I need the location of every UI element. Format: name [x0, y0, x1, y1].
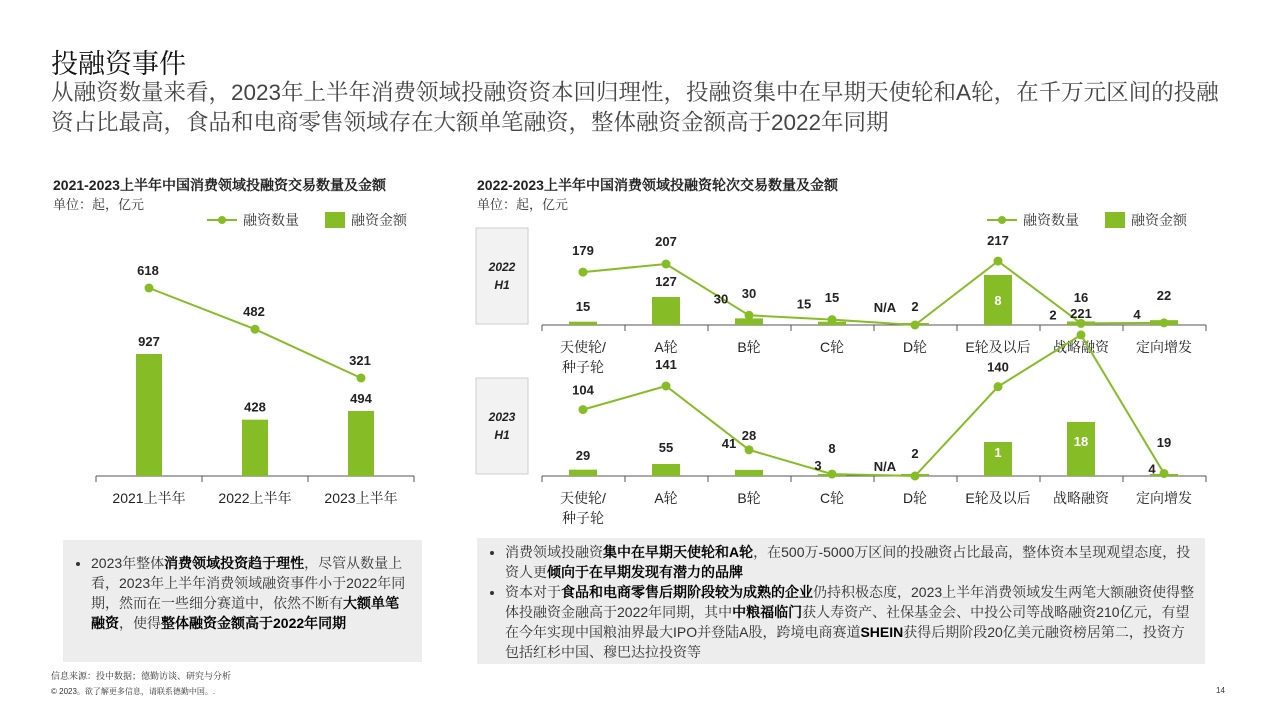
right-chart-title: 2022-2023上半年中国消费领域投融资轮次交易数量及金额 — [477, 177, 838, 193]
count-label: N/A — [873, 459, 897, 474]
note-text: ，在500万-5000万区间的投融资占比最高，整体资本呈现观望态度，投资人更 — [505, 544, 1191, 580]
amount-label: 22 — [1156, 288, 1172, 303]
category-label: 定向增发 — [1136, 339, 1192, 355]
note-item — [91, 553, 410, 633]
count-marker — [1160, 469, 1169, 478]
note-text: ，尽管从数量上看，2023年上半年消费领域融资事件小于2022年同期，然而在一些细分赛道中，依然不断有 — [91, 555, 406, 611]
category-label: B轮 — [737, 490, 761, 506]
note-highlight: 倾向于在早期发现有潜力的品牌 — [547, 564, 743, 580]
left-notes — [63, 540, 422, 662]
count-label: N/A — [873, 300, 897, 315]
copyright: © 2023。欲了解更多信息，请联系德勤中国。. — [51, 687, 216, 696]
count-marker — [662, 382, 671, 391]
amount-bar — [735, 470, 763, 476]
amount-label: 15 — [824, 290, 840, 305]
count-marker — [662, 260, 671, 269]
count-marker — [994, 257, 1003, 266]
period-year: 2023 — [488, 410, 516, 424]
left-chart-unit: 单位：起，亿元 — [53, 197, 145, 212]
period-badge — [476, 378, 528, 474]
count-marker — [828, 315, 837, 324]
count-marker — [579, 405, 588, 414]
note-item — [505, 542, 1195, 582]
count-label: 30 — [713, 291, 729, 307]
category-label: E轮及以后 — [965, 339, 1031, 355]
category-label: C轮 — [819, 490, 845, 506]
category-label: 天使轮/ — [560, 490, 606, 506]
note-item — [505, 582, 1195, 662]
category-label: 2023上半年 — [324, 490, 398, 506]
category-label: 2021上半年 — [112, 490, 186, 506]
category-label: C轮 — [819, 339, 845, 355]
legend-count-marker — [998, 216, 1006, 224]
amount-bar — [652, 297, 680, 325]
right-chart-unit: 单位：起，亿元 — [477, 197, 569, 212]
period-half: H1 — [494, 428, 510, 442]
amount-label: 1 — [994, 445, 1002, 460]
amount-label: 8 — [994, 293, 1002, 308]
note-highlight: 整体融资金额高于2022年同期 — [161, 615, 347, 631]
amount-bar — [569, 322, 597, 325]
period-badge — [476, 228, 528, 324]
period-half: H1 — [494, 278, 510, 292]
amount-label: 30 — [741, 286, 757, 301]
count-label: 4 — [1133, 306, 1141, 322]
amount-label: 2 — [911, 446, 919, 461]
note-highlight: 中粮福临门 — [732, 604, 803, 620]
note-text: ，使得 — [119, 615, 161, 631]
note-text: 2023年整体 — [91, 555, 165, 571]
count-label: 207 — [655, 234, 677, 249]
category-label: 2022上半年 — [218, 490, 292, 506]
note-text: 资本对于 — [505, 584, 561, 600]
count-label: 15 — [796, 296, 812, 312]
amount-label: 15 — [575, 299, 591, 314]
note-highlight: 食品和电商零售后期阶段较为成熟的企业 — [561, 584, 813, 600]
category-label: A轮 — [654, 339, 678, 355]
category-label: A轮 — [654, 490, 678, 506]
legend-count-label: 融资数量 — [1023, 212, 1079, 228]
period-year: 2022 — [488, 260, 516, 274]
count-label: 221 — [1070, 305, 1092, 321]
note-highlight: 消费领域投资趋于理性 — [164, 555, 305, 571]
count-marker — [994, 382, 1003, 391]
count-marker — [911, 472, 920, 481]
amount-label: 428 — [244, 399, 266, 415]
amount-label: 494 — [350, 390, 372, 406]
amount-label: 2 — [911, 299, 919, 314]
count-label: 482 — [243, 304, 265, 320]
note-text: 获人寿资产、社保基金会、中投公司等战略融资210亿元，有望在今年实现中国粮油界最大IPO并登陆A股，跨境电商赛道 — [505, 604, 1190, 640]
count-marker — [1160, 318, 1169, 327]
amount-label: 16 — [1073, 290, 1089, 305]
note-highlight: 大额单笔融资 — [91, 595, 399, 631]
left-notes-list — [73, 553, 410, 633]
category-label-line2: 种子轮 — [562, 510, 604, 526]
amount-bar — [1067, 422, 1095, 476]
legend-amount-label: 融资金额 — [1131, 212, 1187, 228]
count-label: 3 — [814, 458, 822, 474]
amount-bar — [569, 470, 597, 476]
amount-label: 28 — [741, 428, 757, 443]
note-highlight: 集中在早期天使轮和A轮 — [603, 544, 754, 560]
amount-label: 55 — [658, 440, 674, 455]
right-notes-list — [487, 542, 1195, 662]
amount-label: 18 — [1073, 434, 1089, 449]
count-label: 2 — [1049, 307, 1057, 323]
amount-label: 29 — [575, 448, 591, 463]
count-marker — [745, 445, 754, 454]
legend-amount-label: 融资金额 — [351, 212, 407, 228]
count-label: 41 — [721, 435, 737, 451]
note-text: 消费领域投融资 — [505, 544, 603, 560]
note-text: 获得后期阶段20亿美元融资榜居第二，投资方包括红杉中国、穆巴达拉投资等 — [505, 624, 1185, 660]
amount-bar — [652, 464, 680, 476]
count-marker — [828, 470, 837, 479]
count-marker — [911, 321, 920, 330]
category-label: 天使轮/ — [560, 339, 606, 355]
category-label: 战略融资 — [1053, 490, 1109, 506]
count-label: 4 — [1148, 461, 1156, 477]
category-label: 战略融资 — [1053, 339, 1109, 355]
note-highlight: SHEIN — [860, 624, 904, 640]
page-number: 14 — [1216, 686, 1225, 695]
legend-amount-swatch — [1105, 212, 1125, 228]
right-notes — [477, 538, 1205, 664]
amount-label: 8 — [828, 441, 836, 456]
count-label: 618 — [137, 263, 159, 278]
category-label: D轮 — [902, 490, 928, 506]
left-chart-title: 2021-2023上半年中国消费领域投融资交易数量及金额 — [53, 177, 386, 193]
count-label: 217 — [987, 233, 1009, 249]
count-label: 179 — [572, 243, 594, 259]
amount-label: 19 — [1156, 435, 1172, 450]
page-subtitle: 从融资数量来看，2023年上半年消费领域投融资资本回归理性，投融资集中在早期天使轮和A轮，在千万元区间的投融资占比最高，食品和电商零售领域存在大额单笔融资，整体融资金额高于2022年同期 — [51, 80, 1219, 135]
category-label: E轮及以后 — [965, 490, 1031, 506]
count-marker — [1077, 330, 1086, 339]
category-label-line2: 种子轮 — [562, 359, 604, 375]
count-marker — [745, 311, 754, 320]
count-label: 321 — [349, 353, 371, 368]
amount-label: 127 — [655, 274, 677, 289]
note-text: 仍持积极态度，2023上半年消费领域发生两笔大额融资使得整体投融资金融高于2022年同期，其中 — [505, 584, 1195, 620]
count-marker — [579, 268, 588, 277]
count-label: 141 — [655, 357, 677, 372]
category-label: 定向增发 — [1136, 490, 1192, 506]
category-label: B轮 — [737, 339, 761, 355]
category-label: D轮 — [902, 339, 928, 355]
count-label: 104 — [572, 382, 594, 398]
count-label: 140 — [987, 359, 1009, 375]
source-note: 信息来源：投中数据；德勤访谈、研究与分析 — [51, 671, 232, 681]
legend-count-label: 融资数量 — [243, 212, 299, 228]
page-title: 投融资事件 — [51, 49, 186, 79]
amount-label: 927 — [138, 334, 160, 349]
